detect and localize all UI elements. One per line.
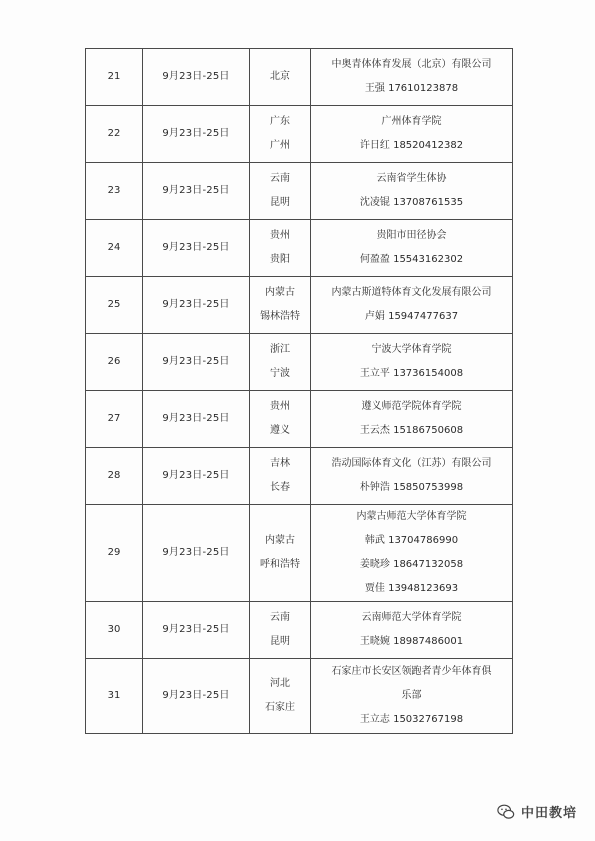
place-line: 内蒙古	[265, 287, 295, 298]
row-place	[250, 163, 311, 220]
contact-line: 沈凌锟 13708761535	[359, 197, 464, 208]
wechat-icon	[497, 803, 515, 821]
place-line: 浙江	[270, 344, 290, 355]
table-row	[86, 391, 513, 448]
place-line: 呼和浩特	[260, 559, 300, 570]
contact-line: 许日红 18520412382	[359, 140, 464, 151]
place-line: 云南	[270, 612, 290, 623]
row-date: 9月23日-25日	[143, 163, 250, 220]
table-row	[86, 505, 513, 602]
contact-line: 姜晓珍 18647132058	[359, 559, 464, 570]
place-line: 长春	[270, 482, 290, 493]
row-date: 9月23日-25日	[143, 505, 250, 602]
row-number: 24	[86, 220, 143, 277]
contact-line: 王立志 15032767198	[359, 714, 464, 725]
row-organizer	[311, 448, 513, 505]
contact-line: 乐部	[401, 690, 422, 701]
contact-line: 贾佳 13948123693	[364, 583, 459, 594]
row-place	[250, 49, 311, 106]
organizer-name: 浩动国际体育文化（江苏）有限公司	[331, 458, 492, 469]
place-line: 河北	[270, 678, 290, 689]
row-place	[250, 505, 311, 602]
place-line: 贵州	[270, 401, 290, 412]
organizer-name: 贵阳市田径协会	[376, 230, 447, 241]
row-organizer	[311, 391, 513, 448]
place-line: 宁波	[270, 368, 290, 379]
contact-line: 韩武 13704786990	[364, 535, 459, 546]
place-line: 吉林	[270, 458, 290, 469]
row-place	[250, 391, 311, 448]
place-line: 贵州	[270, 230, 290, 241]
organizer-name: 石家庄市长安区领跑者青少年体育俱	[331, 666, 492, 677]
table-row	[86, 659, 513, 734]
table-body	[86, 49, 513, 734]
place-line: 锡林浩特	[260, 311, 300, 322]
contact-line: 朴钟浩 15850753998	[359, 482, 464, 493]
row-organizer	[311, 49, 513, 106]
table-row	[86, 448, 513, 505]
table-row	[86, 49, 513, 106]
place-line: 广州	[270, 140, 290, 151]
table-row	[86, 220, 513, 277]
watermark-text: 中田教培	[520, 806, 577, 821]
row-number: 28	[86, 448, 143, 505]
place-line: 广东	[270, 116, 290, 127]
contact-line: 王云杰 15186750608	[359, 425, 464, 436]
row-number: 29	[86, 505, 143, 602]
organizer-name: 遵义师范学院体育学院	[361, 401, 462, 412]
schedule-table	[85, 48, 513, 734]
row-number: 30	[86, 602, 143, 659]
row-organizer	[311, 220, 513, 277]
row-organizer	[311, 505, 513, 602]
row-place	[250, 220, 311, 277]
row-date: 9月23日-25日	[143, 659, 250, 734]
row-date: 9月23日-25日	[143, 220, 250, 277]
row-place	[250, 659, 311, 734]
row-date: 9月23日-25日	[143, 448, 250, 505]
table-row	[86, 277, 513, 334]
row-place	[250, 448, 311, 505]
row-date: 9月23日-25日	[143, 391, 250, 448]
place-line: 云南	[270, 173, 290, 184]
place-line: 贵阳	[270, 254, 290, 265]
watermark	[497, 802, 577, 821]
table-row	[86, 602, 513, 659]
table-row	[86, 334, 513, 391]
row-place	[250, 277, 311, 334]
place-line: 北京	[270, 71, 290, 82]
place-line: 遵义	[270, 425, 290, 436]
row-organizer	[311, 277, 513, 334]
place-line: 昆明	[270, 636, 290, 647]
row-organizer	[311, 602, 513, 659]
row-date: 9月23日-25日	[143, 49, 250, 106]
organizer-name: 宁波大学体育学院	[371, 344, 452, 355]
organizer-name: 内蒙古斯道特体育文化发展有限公司	[331, 287, 492, 298]
organizer-name: 中奥青体体育发展（北京）有限公司	[331, 59, 492, 70]
row-organizer	[311, 659, 513, 734]
place-line: 昆明	[270, 197, 290, 208]
row-number: 23	[86, 163, 143, 220]
contact-line: 王立平 13736154008	[359, 368, 464, 379]
organizer-name: 内蒙古师范大学体育学院	[356, 511, 467, 522]
contact-line: 何盈盈 15543162302	[359, 254, 464, 265]
contact-line: 王强 17610123878	[364, 83, 459, 94]
row-organizer	[311, 334, 513, 391]
row-number: 27	[86, 391, 143, 448]
row-date: 9月23日-25日	[143, 106, 250, 163]
organizer-name: 广州体育学院	[381, 116, 442, 127]
row-date: 9月23日-25日	[143, 334, 250, 391]
row-place	[250, 106, 311, 163]
row-number: 31	[86, 659, 143, 734]
row-organizer	[311, 106, 513, 163]
place-line: 石家庄	[265, 702, 295, 713]
contact-line: 王晓婉 18987486001	[359, 636, 464, 647]
place-line: 内蒙古	[265, 535, 295, 546]
row-date: 9月23日-25日	[143, 602, 250, 659]
row-number: 26	[86, 334, 143, 391]
row-number: 25	[86, 277, 143, 334]
row-number: 21	[86, 49, 143, 106]
table-row	[86, 106, 513, 163]
row-number: 22	[86, 106, 143, 163]
row-place	[250, 334, 311, 391]
table-row	[86, 163, 513, 220]
row-organizer	[311, 163, 513, 220]
organizer-name: 云南省学生体协	[376, 173, 447, 184]
row-date: 9月23日-25日	[143, 277, 250, 334]
row-place	[250, 602, 311, 659]
organizer-name: 云南师范大学体育学院	[361, 612, 462, 623]
contact-line: 卢娟 15947477637	[364, 311, 459, 322]
